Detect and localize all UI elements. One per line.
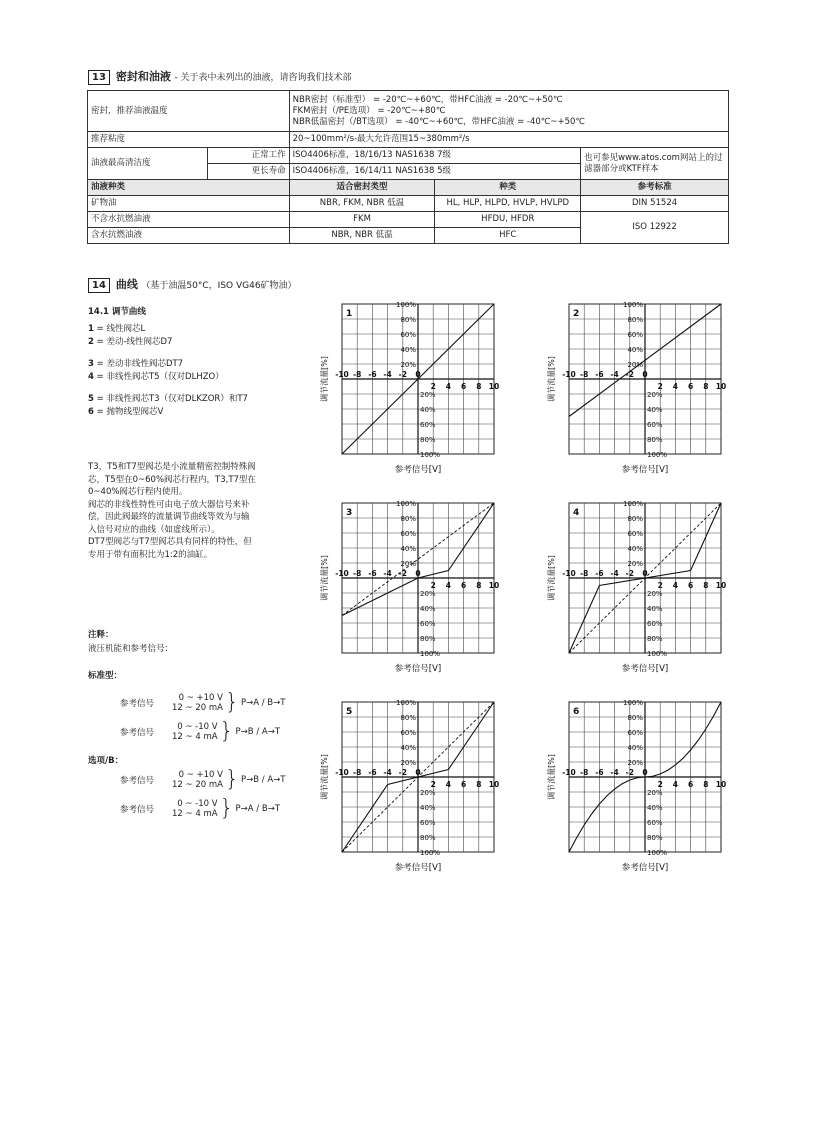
x-tick-label: 10 [488,382,500,391]
table-cell: 油液最高清洁度 [88,148,208,180]
description-text [88,461,278,561]
y-tick-label: 80% [647,436,663,444]
signal-block: 参考信号 0 ~ +10 V 12 ~ 20 mA } P→A / B→T [120,690,286,715]
table-cell: HFC [435,228,581,244]
x-tick-label: -8 [353,768,362,777]
regulation-chart-6 [545,696,735,876]
x-tick-label: 4 [445,780,452,789]
y-tick-label: 40% [627,744,643,752]
signal-block: 参考信号 0 ~ -10 V 12 ~ 4 mA } P→A / B→T [120,796,281,821]
y-tick-label: 80% [647,834,663,842]
x-tick-label: -10 [335,370,349,379]
y-tick-label: 80% [400,316,416,324]
description-line: T3，T5和T7型阀芯是小流量精密控制特殊阀 [88,462,256,472]
x-tick-label: 4 [672,581,679,590]
y-tick-label: 100% [420,849,441,857]
x-tick-label: 2 [657,382,663,391]
table-cell: 不含水抗燃油液 [88,212,290,228]
y-tick-label: 40% [647,406,663,414]
x-tick-label: 4 [445,382,452,391]
seal-line: NBR低温密封（/BT选项） = -40℃~+60℃，带HFC油液 = -40℃~+50℃ [292,116,585,127]
x-tick-label: -6 [368,768,377,777]
x-axis-label: 参考信号[V] [394,664,442,674]
y-tick-label: 20% [400,759,416,767]
y-axis-label: 调节流量[%] [320,356,329,402]
x-tick-label: -4 [610,768,619,777]
y-tick-label: 40% [420,804,436,812]
x-tick-label: -2 [625,768,634,777]
x-tick-label: -10 [335,768,349,777]
y-tick-label: 60% [627,530,643,538]
brace-icon: } [219,796,234,821]
standard-label: 标准型： [88,671,123,681]
y-tick-label: 20% [400,361,416,369]
x-tick-label: -4 [610,370,619,379]
x-tick-label: -2 [625,569,634,578]
table-row [88,148,729,164]
chart-number: 1 [346,309,353,319]
signal-label: 参考信号 [120,776,155,786]
regulation-chart-3 [318,497,508,677]
y-tick-label: 40% [647,605,663,613]
x-tick-label: 6 [687,581,694,590]
x-tick-label: 4 [672,382,679,391]
chart-number: 4 [573,508,580,518]
y-axis-label: 调节流量[%] [547,555,556,601]
signal-block: 参考信号 0 ~ -10 V 12 ~ 4 mA } P→B / A→T [120,719,281,744]
x-tick-label: -2 [398,569,407,578]
table-row [88,91,729,132]
x-tick-label: 2 [430,382,436,391]
table-cell: 矿物油 [88,196,290,212]
table-cell: NBR, FKM, NBR 低温 [289,196,435,212]
table-cell: 更长寿命 [207,164,289,180]
y-tick-label: 100% [622,301,643,309]
description-line: 入信号对应的曲线（如虚线所示）。 [88,524,220,535]
x-tick-label: 10 [488,780,500,789]
x-tick-label: -6 [595,370,604,379]
signal-block: 参考信号 0 ~ +10 V 12 ~ 20 mA } P→B / A→T [120,767,286,792]
y-tick-label: 60% [647,819,663,827]
y-tick-label: 80% [400,515,416,523]
section-note: （基于油温50°C，ISO VG46矿物油） [141,281,297,291]
chart-number: 5 [346,707,353,717]
y-tick-label: 100% [647,849,668,857]
x-tick-label: 8 [476,382,482,391]
section-number: 13 [88,70,110,85]
y-tick-label: 80% [420,834,436,842]
y-tick-label: 80% [400,714,416,722]
x-tick-label: 6 [460,382,467,391]
y-tick-label: 100% [395,699,416,707]
signal-label: 参考信号 [120,699,155,709]
table-cell: FKM [289,212,435,228]
y-tick-label: 60% [400,530,416,538]
table-row [88,196,729,212]
description-line: 偿，因此阀最终的流量调节曲线等效为与输 [88,512,250,522]
table-cell: 20~100mm²/s-最大允许范围15~380mm²/s [289,132,728,148]
x-tick-label: -6 [595,569,604,578]
regulation-chart-4 [545,497,735,677]
x-tick-label: -8 [353,569,362,578]
section-title: 曲线 [115,278,138,291]
y-tick-label: 80% [627,316,643,324]
y-tick-label: 100% [420,650,441,658]
legend-item: 2 = 差动-线性阀芯D7 [88,336,173,347]
table-cell: 含水抗燃油液 [88,228,290,244]
x-tick-label: 10 [715,780,727,789]
y-tick-label: 20% [627,759,643,767]
x-tick-label: 10 [488,581,500,590]
x-tick-label: -8 [580,569,589,578]
x-tick-label: -8 [580,768,589,777]
chart-number: 2 [573,309,580,319]
x-tick-label: -8 [353,370,362,379]
y-tick-label: 60% [420,620,436,628]
y-axis-label: 调节流量[%] [547,754,556,800]
y-tick-label: 60% [420,421,436,429]
x-tick-label: -10 [562,370,576,379]
signal-label: 参考信号 [120,805,155,815]
brace-icon: } [219,719,234,744]
x-tick-label: 6 [687,780,694,789]
table-cell: DIN 51524 [581,196,729,212]
y-tick-label: 20% [647,391,663,399]
x-tick-label: 8 [703,581,709,590]
brace-icon: } [224,690,239,715]
x-tick-label: 6 [460,581,467,590]
flow-direction: P→B / A→T [240,775,286,785]
x-tick-label: 2 [430,780,436,789]
y-axis-label: 调节流量[%] [547,356,556,402]
x-tick-label: -8 [580,370,589,379]
y-tick-label: 40% [420,406,436,414]
table-row [88,212,729,228]
table-cell: 也可参见www.atos.com网站上的过滤器部分或KTF样本 [581,148,729,180]
table-cell: 密封，推荐油液温度 [88,91,290,132]
x-tick-label: -4 [383,370,392,379]
x-axis-label: 参考信号[V] [621,664,669,674]
x-tick-label: 4 [445,581,452,590]
y-tick-label: 60% [647,421,663,429]
y-tick-label: 40% [400,545,416,553]
brace-icon: } [224,767,239,792]
seal-line: FKM密封（/PE选项） = -20℃~+80℃ [292,105,446,116]
table-cell: NBR, NBR 低温 [289,228,435,244]
x-tick-label: -10 [562,569,576,578]
x-axis-label: 参考信号[V] [394,465,442,475]
y-tick-label: 100% [622,699,643,707]
x-tick-label: 8 [703,382,709,391]
y-tick-label: 40% [420,605,436,613]
description-line: 芯，T5型在0~60%阀芯行程内，T3,T7型在 [88,474,256,485]
section-14-heading [88,276,297,293]
x-tick-label: -2 [625,370,634,379]
regulation-chart-5 [318,696,508,876]
x-tick-label: 8 [476,780,482,789]
section-number: 14 [88,278,110,293]
table-cell [289,91,728,132]
y-tick-label: 40% [647,804,663,812]
flow-direction: P→A / B→T [240,698,286,708]
chart-number: 3 [346,508,353,518]
x-tick-label: 10 [715,382,727,391]
x-tick-label: -10 [562,768,576,777]
subsection-title: 14.1 调节曲线 [88,307,146,317]
y-tick-label: 100% [395,500,416,508]
y-tick-label: 100% [420,451,441,459]
y-tick-label: 80% [420,436,436,444]
x-tick-label: -6 [595,768,604,777]
y-tick-label: 20% [420,590,436,598]
x-axis-label: 参考信号[V] [394,863,442,873]
y-tick-label: 20% [400,560,416,568]
x-tick-label: 0 [415,569,421,578]
x-tick-label: 0 [642,768,648,777]
x-tick-label: -2 [398,768,407,777]
x-tick-label: 6 [687,382,694,391]
table-row [88,132,729,148]
x-tick-label: 8 [703,780,709,789]
y-tick-label: 20% [627,560,643,568]
description-line: 0~40%阀芯行程内使用。 [88,487,188,497]
y-tick-label: 100% [647,451,668,459]
fluid-spec-table [87,90,729,244]
table-cell: 正常工作 [207,148,289,164]
x-tick-label: -6 [368,370,377,379]
y-tick-label: 60% [400,331,416,339]
x-tick-label: 6 [460,780,467,789]
table-cell: HL, HLP, HLPD, HVLP, HVLPD [435,196,581,212]
y-tick-label: 20% [420,789,436,797]
legend-item: 3 = 差动非线性阀芯DT7 [88,359,184,369]
x-tick-label: 0 [642,370,648,379]
y-tick-label: 60% [647,620,663,628]
column-header: 参考标准 [581,180,729,196]
x-tick-label: -10 [335,569,349,578]
y-tick-label: 100% [647,650,668,658]
x-tick-label: 8 [476,581,482,590]
signal-label: 参考信号 [120,728,155,738]
notes-title: 注释： [88,630,114,640]
y-tick-label: 100% [622,500,643,508]
x-tick-label: 0 [415,768,421,777]
table-cell: ISO 12922 [581,212,729,244]
y-tick-label: 40% [400,744,416,752]
option-label: 选项/B： [88,756,124,766]
x-tick-label: -4 [610,569,619,578]
legend-item: 4 = 非线性阀芯T5（仅对DLHZO） [88,371,224,382]
x-tick-label: 2 [430,581,436,590]
legend-item: 1 = 线性阀芯L [88,324,146,334]
x-tick-label: 2 [657,780,663,789]
y-tick-label: 60% [420,819,436,827]
spool-legend [88,323,278,418]
x-tick-label: 4 [672,780,679,789]
y-tick-label: 80% [420,635,436,643]
regulation-chart-2 [545,298,735,478]
section-13-heading [88,68,352,85]
y-tick-label: 20% [420,391,436,399]
x-axis-label: 参考信号[V] [621,863,669,873]
column-header: 适合密封类型 [289,180,435,196]
x-tick-label: 2 [657,581,663,590]
description-line: DT7型阀芯与T7型阀芯具有同样的特性，但 [88,537,252,547]
y-tick-label: 60% [400,729,416,737]
table-cell: ISO4406标准，16/14/11 NAS1638 5级 [289,164,581,180]
y-tick-label: 20% [647,789,663,797]
y-axis-label: 调节流量[%] [320,754,329,800]
x-tick-label: 10 [715,581,727,590]
y-tick-label: 20% [647,590,663,598]
table-cell: ISO4406标准，18/16/13 NAS1638 7级 [289,148,581,164]
y-tick-label: 60% [627,331,643,339]
x-tick-label: 0 [415,370,421,379]
x-tick-label: -2 [398,370,407,379]
y-tick-label: 40% [627,346,643,354]
table-header-row [88,180,729,196]
y-tick-label: 80% [647,635,663,643]
chart-number: 6 [573,707,580,717]
section-note: - 关于表中未列出的油液，请咨询我们技术部 [174,73,352,83]
notes-subtitle: 液压机能和参考信号： [88,644,174,654]
table-cell: 推荐粘度 [88,132,290,148]
y-tick-label: 80% [627,515,643,523]
description-line: 专用于带有面积比为1:2的油缸。 [88,549,213,560]
legend-item: 6 = 抛物线型阀芯V [88,406,164,417]
description-line: 阀芯的非线性特性可由电子放大器信号来补 [88,499,250,510]
y-tick-label: 40% [627,545,643,553]
y-axis-label: 调节流量[%] [320,555,329,601]
flow-direction: P→A / B→T [235,804,281,814]
y-tick-label: 60% [627,729,643,737]
flow-direction: P→B / A→T [235,727,281,737]
x-tick-label: -4 [383,768,392,777]
y-tick-label: 20% [627,361,643,369]
x-tick-label: -4 [383,569,392,578]
x-axis-label: 参考信号[V] [621,465,669,475]
y-tick-label: 100% [395,301,416,309]
column-header: 油液种类 [88,180,290,196]
regulation-chart-1 [318,298,508,478]
table-cell: HFDU, HFDR [435,212,581,228]
seal-line: NBR密封（标准型） = -20℃~+60℃，带HFC油液 = -20℃~+50℃ [292,94,563,105]
y-tick-label: 40% [400,346,416,354]
legend-item: 5 = 非线性阀芯T3（仅对DLKZOR）和T7 [88,394,248,404]
column-header: 种类 [435,180,581,196]
x-tick-label: -6 [368,569,377,578]
section-title: 密封和油液 [115,70,171,83]
x-tick-label: 0 [642,569,648,578]
y-tick-label: 80% [627,714,643,722]
